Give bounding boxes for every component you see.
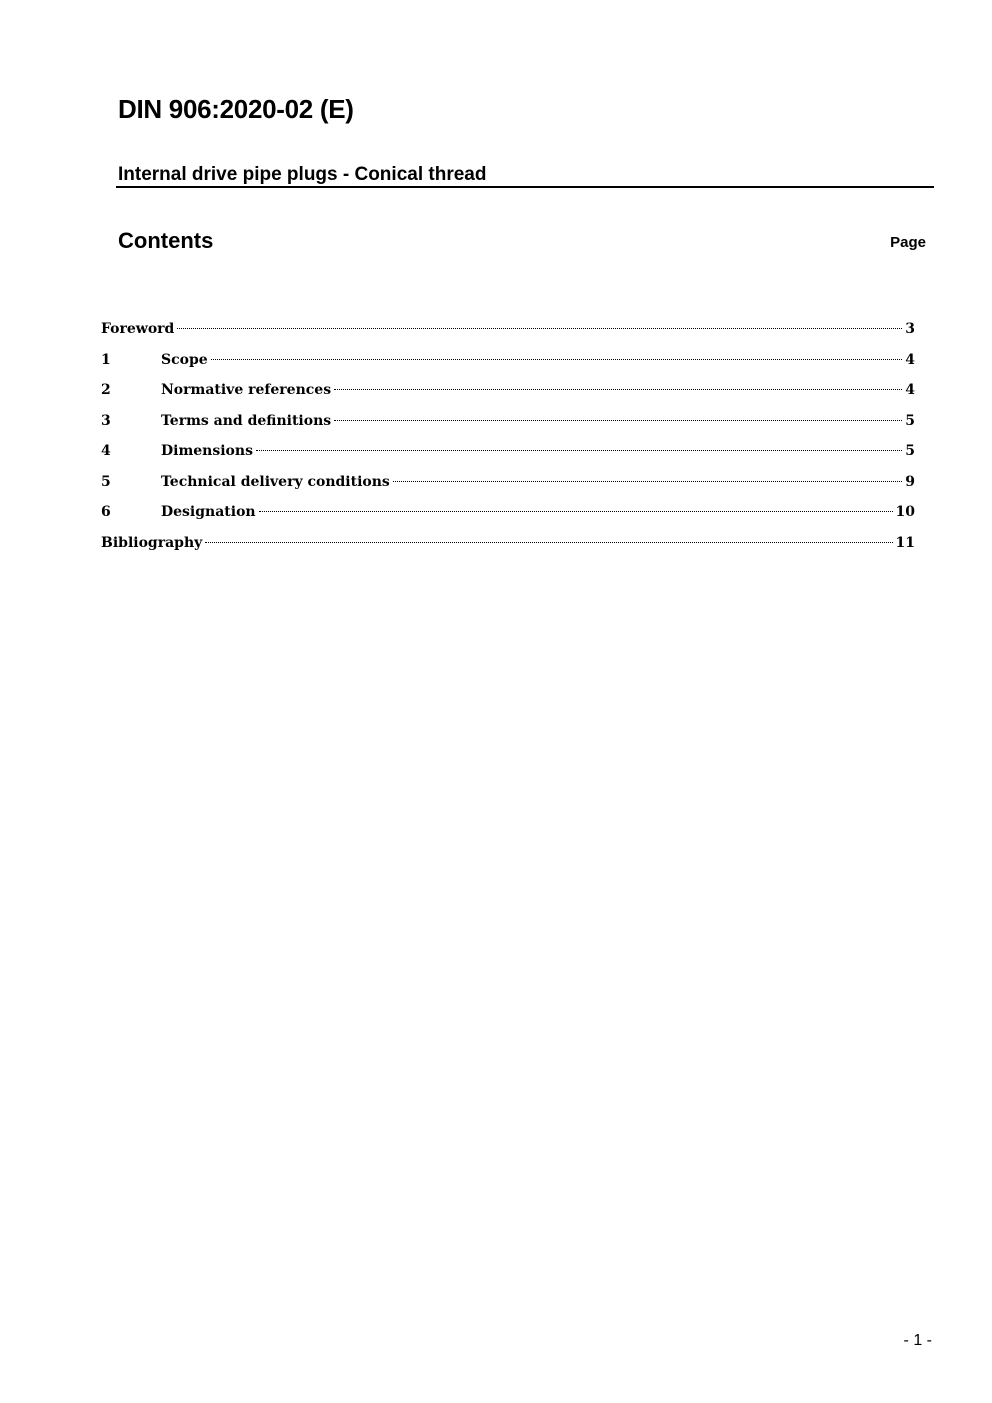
toc-entry-title: Normative references [161,382,332,398]
toc-entry-normative-references[interactable] [101,379,915,410]
toc-dot-leader [177,328,902,329]
toc-dot-leader [334,420,902,421]
toc-entry-title: Scope [161,351,208,368]
toc-dot-leader [259,511,893,512]
toc-dot-leader [205,542,892,543]
toc-entry-title: Technical delivery conditions [161,473,390,490]
toc-entry-page: 9 [905,473,915,490]
toc-entry-number: 4 [101,443,111,459]
toc-entry-page: 4 [905,382,915,398]
toc-entry-scope[interactable] [101,349,915,380]
toc-entry-page: 3 [905,321,915,337]
toc-entry-number: 6 [101,504,111,520]
toc-entry-terms-and-definitions[interactable] [101,410,915,441]
toc-entry-title: Foreword [101,321,175,337]
toc-entry-designation[interactable] [101,501,915,532]
toc-entry-number: 5 [101,473,111,490]
toc-entry-page: 10 [895,504,915,520]
toc-entry-title: Designation [161,504,256,520]
toc-entry-number: 2 [101,382,111,398]
toc-entry-foreword[interactable] [101,318,915,349]
toc-entry-bibliography[interactable] [101,532,915,563]
toc-dot-leader [211,359,903,360]
toc-entry-dimensions[interactable] [101,440,915,471]
toc-dot-leader [393,481,902,482]
toc-entry-title: Terms and definitions [161,412,332,429]
toc-dot-leader [256,450,902,451]
page-number: - 1 - [903,1332,932,1349]
toc-entry-title: Dimensions [161,443,253,459]
table-of-contents [101,318,915,562]
title-underline [116,186,934,188]
toc-entry-page: 5 [905,412,915,429]
toc-dot-leader [334,389,902,390]
toc-entry-page: 11 [895,534,915,551]
toc-entry-page: 5 [905,443,915,459]
page-column-label: Page [890,234,926,251]
document-subtitle: Internal drive pipe plugs - Conical thread [118,164,487,185]
contents-heading: Contents [118,228,214,253]
document-id: DIN 906:2020-02 (E) [118,94,354,124]
toc-entry-title: Bibliography [101,534,203,551]
toc-entry-page: 4 [905,351,915,368]
toc-entry-number: 3 [101,412,111,429]
toc-entry-number: 1 [101,351,111,368]
toc-entry-technical-delivery-conditions[interactable] [101,471,915,502]
